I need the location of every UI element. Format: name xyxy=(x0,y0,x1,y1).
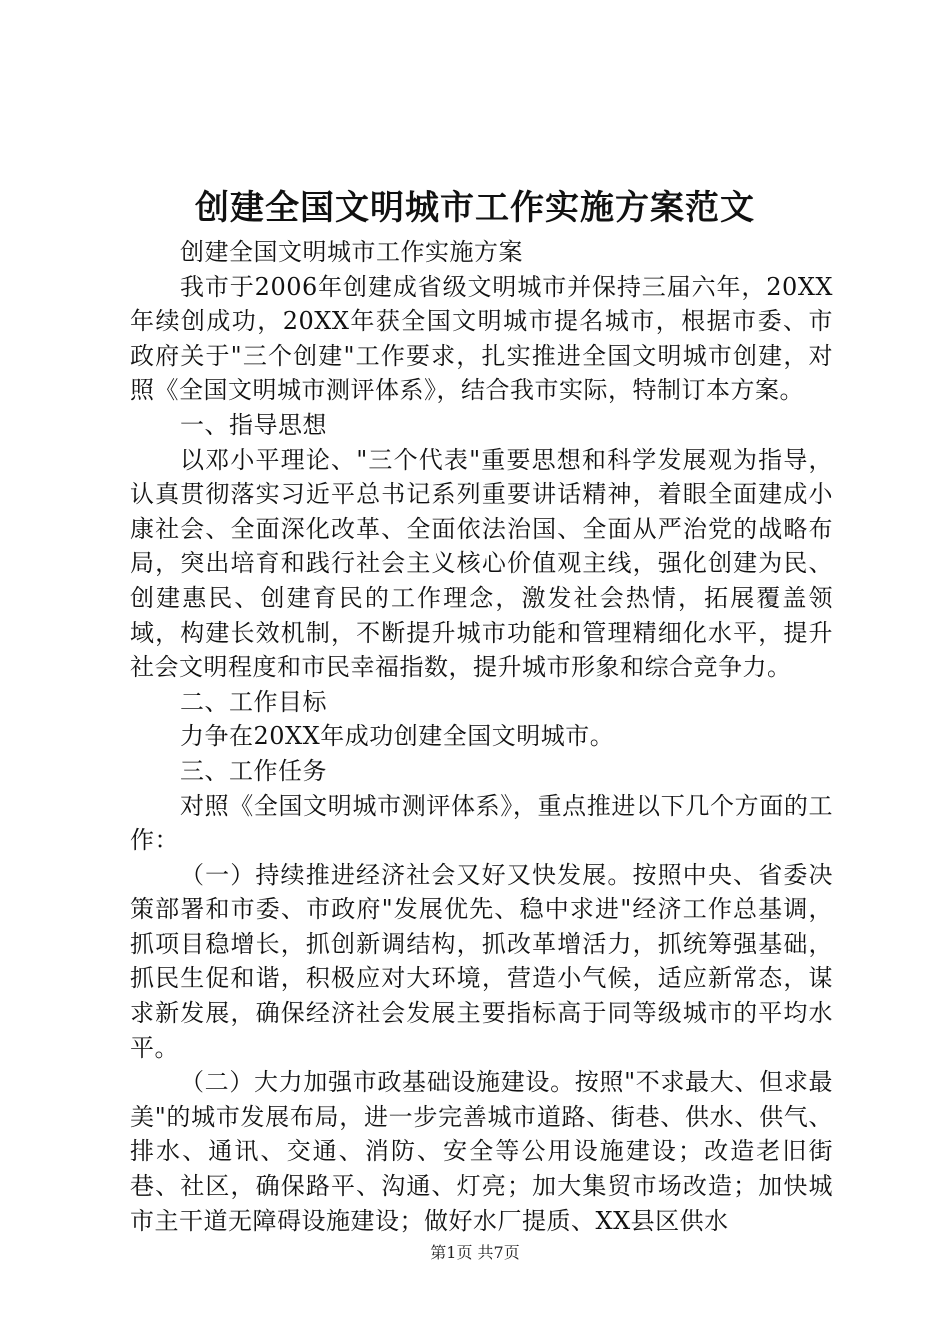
section-heading: 三、工作任务 xyxy=(180,756,327,785)
paragraph: 我市于2006年创建成省级文明城市并保持三届六年，20XX年续创成功，20XX年获全国文明城市提名城市，根据市委、市政府关于"三个创建"工作要求，扎实推进全国文明城市创建，对照《全国文明城市测评体系》，结合我市实际，特制订本方案。 xyxy=(130,272,833,405)
subsection-paragraph: （二）大力加强市政基础设施建设。按照"不求最大、但求最美"的城市发展布局，进一步完善城市道路、街巷、供水、供气、排水、通讯、交通、消防、安全等公用设施建设；改造老旧街巷、社区，确保路平、沟通、灯亮；加大集贸市场改造；加快城市主干道无障碍设施建设；做好水厂提质、XX县区供水 xyxy=(130,1068,833,1235)
paragraph: 对照《全国文明城市测评体系》，重点推进以下几个方面的工作： xyxy=(130,791,833,855)
section-heading: 二、工作目标 xyxy=(180,687,327,716)
page-footer: 第1页 共7页 xyxy=(430,1243,520,1262)
paragraph: 以邓小平理论、"三个代表"重要思想和科学发展观为指导，认真贯彻落实习近平总书记系列重要讲话精神，着眼全面建成小康社会、全面深化改革、全面依法治国、全面从严治党的战略布局，突出培育和践行社会主义核心价值观主线，强化创建为民、创建惠民、创建育民的工作理念，激发社会热情，拓展覆盖领域，构建长效机制，不断提升城市功能和管理精细化水平，提升社会文明程度和市民幸福指数，提升城市形象和综合竞争力。 xyxy=(130,445,833,682)
subsection-paragraph: （一）持续推进经济社会又好又快发展。按照中央、省委决策部署和市委、市政府"发展优先、稳中求进"经济工作总基调，抓项目稳增长，抓创新调结构，抓改革增活力，抓统筹强基础，抓民生促和谐，积极应对大环境，营造小气候，适应新常态，谋求新发展，确保经济社会发展主要指标高于同等级城市的平均水平。 xyxy=(130,860,833,1062)
document-title: 创建全国文明城市工作实施方案范文 xyxy=(195,188,755,228)
document-body xyxy=(130,235,833,1238)
paragraph: 力争在20XX年成功创建全国文明城市。 xyxy=(180,722,615,751)
paragraph: 创建全国文明城市工作实施方案 xyxy=(180,238,523,266)
section-heading: 一、指导思想 xyxy=(180,410,327,439)
